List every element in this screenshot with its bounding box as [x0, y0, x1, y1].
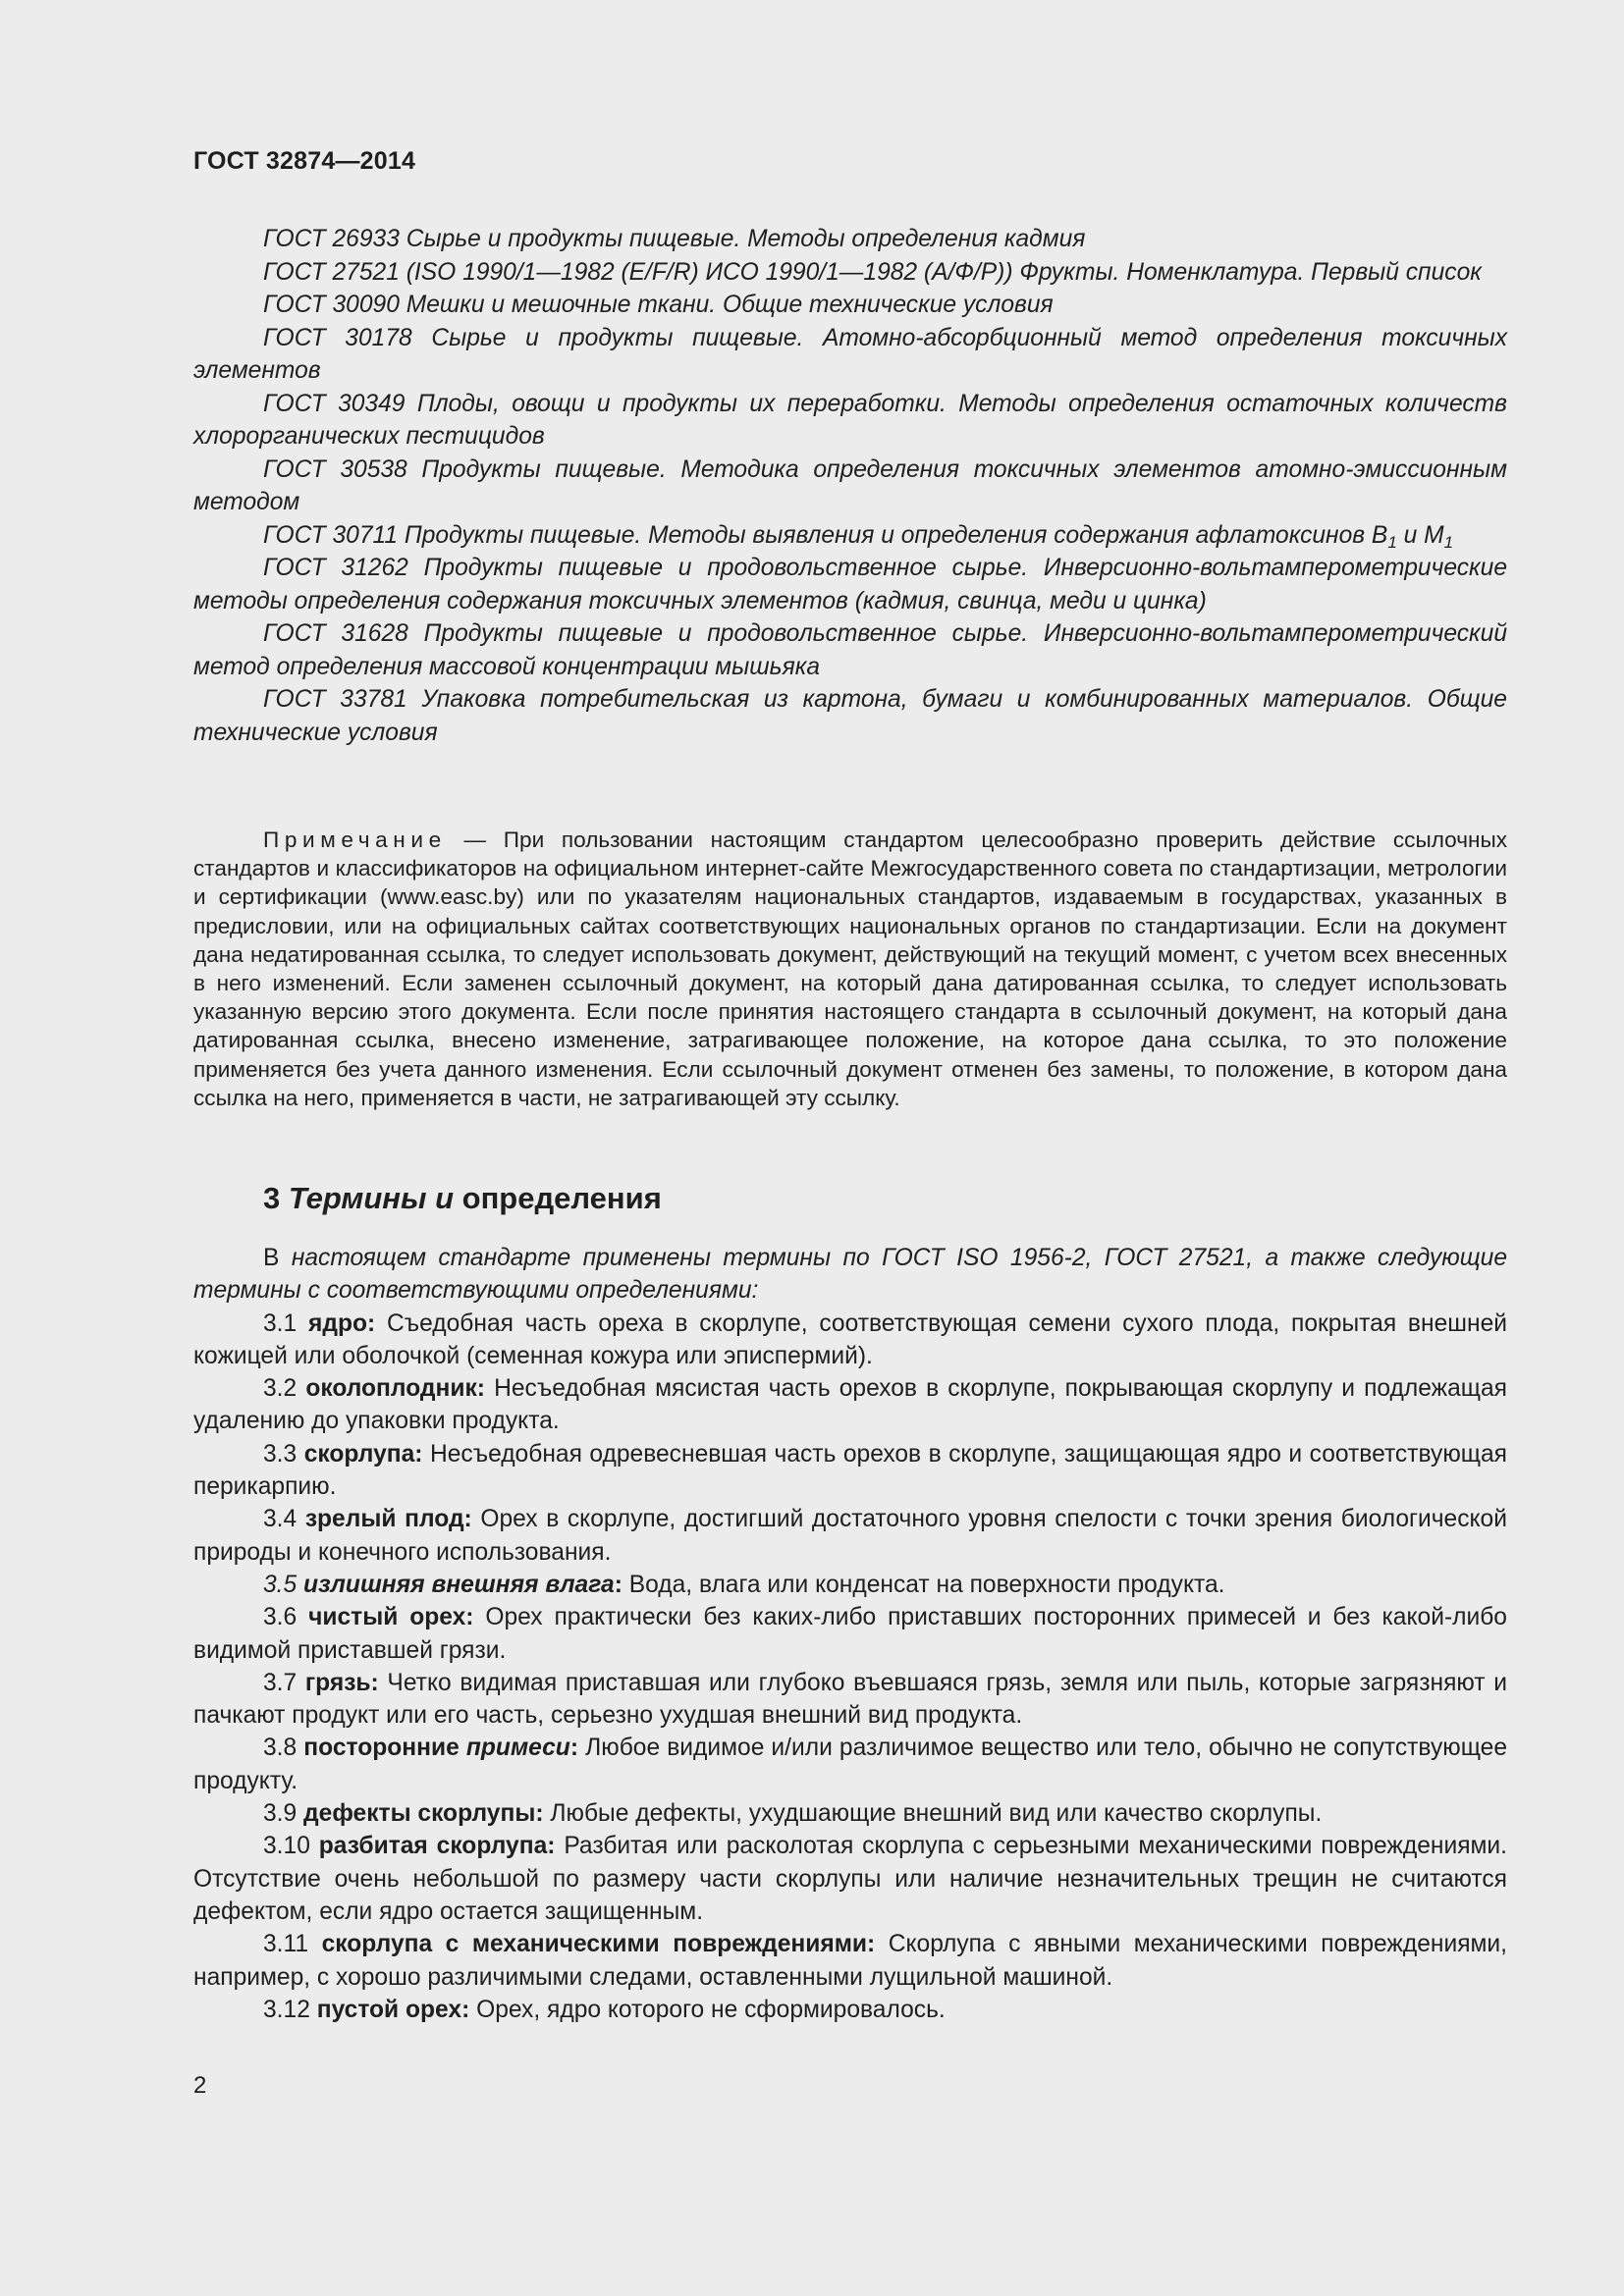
subscript: 1: [1387, 532, 1397, 552]
note-paragraph: [193, 826, 1507, 1112]
term-text: Любое видимое и/или различимое вещество или тело, обычно не сопутствующее продукту.: [193, 1735, 1508, 1794]
term-name: дефекты скорлупы:: [303, 1800, 544, 1828]
term-definition: [193, 1503, 1507, 1569]
term-definition: [193, 1928, 1507, 1994]
term-definition: [193, 1830, 1507, 1928]
term-text: Разбитая или расколотая скорлупа с серьезными механическими повреждениями. Отсутствие очень небольшой по размеру части скорлупы или наличие незначительных трещин не считаются дефектом, если ядро остается защищенным.: [193, 1833, 1508, 1925]
reference-item: [193, 322, 1507, 388]
term-text: Орех практически без каких-либо приставших посторонних примесей и без какой-либо видимой приставшей грязи.: [193, 1604, 1507, 1664]
term-number: 3.7: [263, 1669, 298, 1696]
term-name: скорлупа с механическими повреждениями:: [321, 1931, 876, 1958]
document-header: ГОСТ 32874—2014: [193, 147, 416, 175]
term-number: 3.12: [263, 1996, 310, 2023]
normative-references: [193, 223, 1507, 749]
terms-intro: [193, 1242, 1507, 1308]
intro-rest: , а также следующие термины с соответствующими определениями:: [193, 1245, 1507, 1305]
reference-text: и М: [1396, 521, 1444, 549]
term-text: Скорлупа с явными механическими повреждениями, например, с хорошо различимыми следами, оставленными лущильной машиной.: [193, 1931, 1508, 1991]
term-definition: [193, 1569, 1507, 1601]
reference-item: [193, 388, 1507, 454]
term-colon: :: [614, 1571, 623, 1598]
reference-text: ГОСТ 26933 Сырье и продукты пищевые. Методы определения кадмия: [263, 226, 1086, 252]
term-name: околоплодник:: [305, 1375, 485, 1403]
term-text: Съедобная часть ореха в скорлупе, соответствующая семени сухого плода, покрытая внешней кожицей или оболочкой (семенная кожура или эписпермий).: [193, 1309, 1507, 1369]
reference-text: ГОСТ 33781 Упаковка потребительская из картона, бумаги и комбинированных материалов. Общие технические условия: [193, 686, 1507, 746]
reference-item: [193, 519, 1507, 553]
term-name: грязь:: [304, 1669, 379, 1696]
reference-text: ГОСТ 30090 Мешки и мешочные ткани. Общие технические условия: [263, 292, 1054, 318]
reference-item: [193, 256, 1507, 290]
term-colon: :: [569, 1735, 579, 1762]
reference-text: ГОСТ 31628 Продукты пищевые и продовольственное сырье. Инверсионно-вольтамперометрический метод определения массовой концентрации мышьяка: [193, 620, 1507, 680]
note-dash: —: [446, 828, 504, 852]
term-name: пустой орех:: [316, 1996, 470, 2023]
term-definition: [193, 1438, 1507, 1504]
term-text: Несъедобная одревесневшая часть орехов в скорлупе, защищающая ядро и соответствующая перикарпию.: [193, 1440, 1507, 1501]
term-number: 3.2: [263, 1375, 298, 1403]
intro-lead: В: [263, 1245, 292, 1271]
term-number: 3.8: [263, 1735, 298, 1762]
section-number: 3: [263, 1181, 281, 1215]
term-name: скорлупа:: [303, 1440, 423, 1468]
term-number: 3.9: [263, 1800, 298, 1828]
reference-text: ГОСТ 31262 Продукты пищевые и продовольственное сырье. Инверсионно-вольтамперометрические методы определения содержания токсичных элементов (кадмия, свинца, меди и цинка): [193, 555, 1507, 614]
term-number: 3.4: [263, 1506, 298, 1533]
term-name: ядро:: [308, 1309, 376, 1337]
term-text: Четко видимая приставшая или глубоко въевшаяся грязь, земля или пыль, которые загрязняют и пачкают продукт или его часть, серьезно ухудшая внешний вид продукта.: [193, 1669, 1507, 1730]
reference-item: [193, 223, 1507, 256]
term-definition: [193, 1372, 1507, 1438]
terms-list: [193, 1242, 1507, 2026]
intro-italic: настоящем стандарте применены термины по ГОСТ ISO 1956-2, ГОСТ 27521: [291, 1245, 1247, 1271]
section-title-rest: определения: [461, 1181, 662, 1215]
term-name: разбитая скорлупа:: [318, 1833, 556, 1860]
reference-item: [193, 617, 1507, 683]
term-text: Несъедобная мясистая часть орехов в скорлупе, покрывающая скорлупу и подлежащая удалению до упаковки продукта.: [193, 1375, 1507, 1435]
term-definition: [193, 1308, 1507, 1373]
term-name: излишняя внешняя влага: [303, 1571, 615, 1598]
term-text: Орех в скорлупе, достигший достаточного уровня спелости с точки зрения биологической природы и конечного использования.: [193, 1506, 1507, 1566]
term-number: 3.6: [263, 1604, 298, 1631]
reference-text: ГОСТ 30349 Плоды, овощи и продукты их переработки. Методы определения остаточных количеств хлорорганических пестицидов: [193, 390, 1507, 450]
reference-text: ГОСТ 27521 (ISO 1990/1—1982 (E/F/R) ИСО 1990/1—1982 (А/Ф/Р)) Фрукты. Номенклатура. Первый список: [263, 258, 1482, 286]
section-title-italic: Термины и: [288, 1181, 455, 1215]
note-text: При пользовании настоящим стандартом целесообразно проверить действие ссылочных стандартов и классификаторов на официальном интернет-сайте Межгосударственного совета по стандартизации, метрологии и сертификации (www.easc.by) или по указателям национальных стандартов, издаваемым в государствах, указанных в предисловии, или на официальных сайтах соответствующих национальных органов по стандартизации. Если на документ дана недатированная ссылка, то следует использовать документ, действующий на текущий момент, с учетом всех внесенных в него изменений. Если заменен ссылочный документ, на который дана датированная ссылка, то следует использовать указанную версию этого документа. Если после принятия настоящего стандарта в ссылочный документ, на который дана датированная ссылка, внесено изменение, затрагивающее положение, на которое дана ссылка, то это положение применяется без учета данного изменения. Если ссылочный документ отменен без замены, то положение, в котором дана ссылка на него, применяется в части, не затрагивающей эту ссылку.: [193, 828, 1508, 1110]
term-number: 3.3: [263, 1440, 298, 1468]
term-definition: [193, 1667, 1507, 1733]
reference-item: [193, 683, 1507, 749]
term-text: Вода, влага или конденсат на поверхности продукта.: [622, 1571, 1225, 1598]
reference-item: [193, 289, 1507, 322]
reference-item: [193, 552, 1507, 617]
reference-text: ГОСТ 30711 Продукты пищевые. Методы выявления и определения содержания афлатоксинов В: [263, 521, 1388, 549]
term-name: чистый орех:: [308, 1604, 474, 1631]
subscript: 1: [1443, 532, 1454, 552]
term-definition: [193, 1797, 1507, 1830]
term-number: 3.10: [263, 1833, 310, 1860]
term-text: Любые дефекты, ухудшающие внешний вид или качество скорлупы.: [543, 1800, 1323, 1828]
note-label: Примечание: [263, 828, 447, 852]
page-number: 2: [193, 2072, 207, 2099]
section-title: [263, 1181, 662, 1216]
reference-text: ГОСТ 30178 Сырье и продукты пищевые. Атомно-абсорбционный метод определения токсичных элементов: [193, 324, 1507, 384]
reference-text: ГОСТ 30538 Продукты пищевые. Методика определения токсичных элементов атомно-эмиссионным методом: [193, 455, 1507, 515]
reference-item: [193, 454, 1507, 519]
term-number: 3.5: [263, 1571, 298, 1598]
term-number: 3.11: [263, 1931, 309, 1958]
term-definition: [193, 1601, 1507, 1667]
term-text: Орех, ядро которого не сформировалось.: [469, 1996, 946, 2023]
term-definition: [193, 1994, 1507, 2026]
term-number: 3.1: [263, 1309, 298, 1337]
term-name: посторонние: [303, 1735, 466, 1762]
term-name: зрелый плод:: [304, 1506, 472, 1533]
term-name-italic: примеси: [465, 1735, 570, 1762]
term-definition: [193, 1732, 1507, 1797]
